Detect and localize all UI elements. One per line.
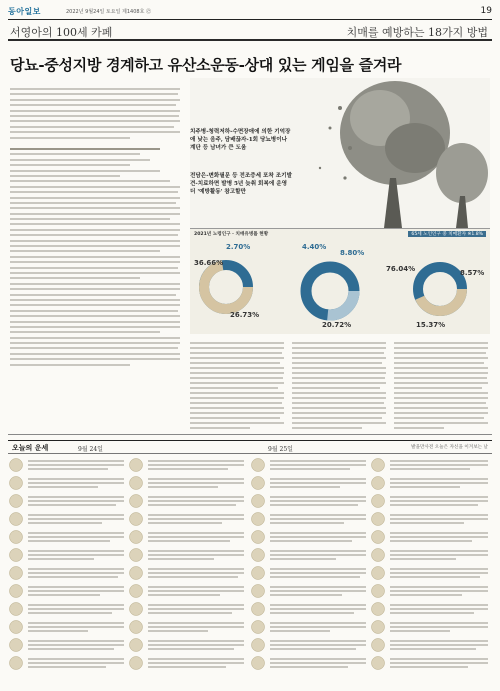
fortune-grid bbox=[8, 458, 492, 684]
pullquote-2: 전담은-변화필문 등 전조증세 포착 조기발견-치료하면 발병 5년 늦춰 회복에 운영 더 '예방활동' 참고할만 bbox=[190, 173, 292, 195]
issue-info: 2022년 9월24일 토요일 제1408호 ㉣ bbox=[66, 9, 151, 15]
infographic-title: 2021년 노령인구 · 치매유병률 현황 bbox=[194, 232, 269, 237]
fortune-title: 오늘의 운세 bbox=[12, 443, 49, 452]
pullquote-1: 치주병-청력저하-수면장애에 의한 기억장애 낮는 음주, 담배끊자-1회 당뇨병이나 계단 등 남녀가 큰 도움 bbox=[190, 129, 291, 151]
label-a: 2.70% bbox=[226, 243, 251, 251]
article-topic: 치매를 예방하는 18가지 방법 bbox=[346, 26, 488, 39]
column-title: 서영아의 100세 카페 bbox=[10, 26, 113, 39]
lead-paragraph bbox=[10, 88, 180, 142]
infographic-badge: 65세 노인인구 중 치매환자 ※1.8% bbox=[408, 231, 486, 237]
section-divider bbox=[8, 39, 492, 41]
label-c: 8.80% bbox=[340, 249, 365, 257]
fortune-subtitle: 발을만사전 오늘은 자신을 이겨보는 날 bbox=[411, 445, 488, 450]
article-body-columns bbox=[190, 340, 490, 432]
prevention-list bbox=[10, 148, 180, 369]
mid-divider bbox=[8, 434, 492, 435]
label-b: 4.40% bbox=[302, 243, 327, 251]
newspaper-logo: 동아일보 bbox=[8, 6, 41, 16]
label-e: 76.04% bbox=[386, 265, 416, 273]
label-f: 26.73% bbox=[230, 311, 260, 319]
fortune-header bbox=[8, 440, 492, 454]
label-i: 8.57% bbox=[460, 269, 485, 277]
column-text-lines bbox=[190, 340, 490, 432]
label-d: 36.66% bbox=[194, 259, 224, 267]
label-g: 20.72% bbox=[322, 321, 352, 329]
fortune-date-left: 9월 24일 bbox=[78, 446, 103, 453]
label-h: 15.37% bbox=[416, 321, 446, 329]
fortune-date-right: 9월 25일 bbox=[268, 446, 293, 453]
trees-illustration bbox=[190, 78, 490, 228]
page-number: 19 bbox=[480, 6, 492, 16]
headline: 당뇨-중성지방 경계하고 유산소운동-상대 있는 게임을 즐겨라 bbox=[10, 56, 402, 74]
fortune-text-lines bbox=[8, 458, 492, 684]
dementia-infographic bbox=[190, 228, 490, 334]
masthead bbox=[8, 6, 492, 20]
